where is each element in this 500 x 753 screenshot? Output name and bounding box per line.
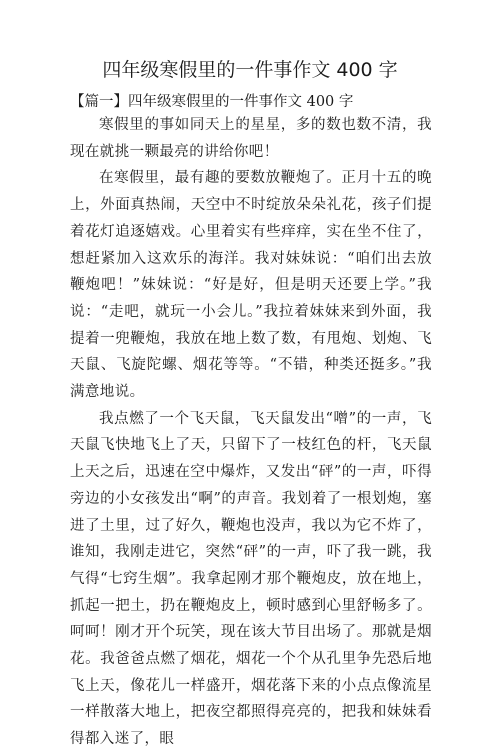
article-body [70, 112, 432, 753]
section-heading: 【篇一】四年级寒假里的一件事作文 400 字 [70, 94, 354, 110]
document-title: 四年级寒假里的一件事作文 400 字 [102, 59, 398, 81]
paragraph-fireworks: 我点燃了一个飞天鼠，飞天鼠发出“噌”的一声，飞天鼠飞快地飞上了天，只留下了一枝红色的杆，飞天鼠上天之后，迅速在空中爆炸，又发出“砰”的一声，吓得旁边的小女孩发出“啊”的声音。我划着了一根划炮，塞进了土里，过了好久，鞭炮也没声，我以为它不炸了，谁知，我刚走进它，突然“砰”的一声，吓了我一跳，我气得“七窍生烟”。我拿起刚才那个鞭炮皮，放在地上，抓起一把土，扔在鞭炮皮上，顿时感到心里舒畅多了。呵呵！刚才开个玩笑，现在该大节目出场了。那就是烟花。我爸爸点燃了烟花，烟花一个个从孔里争先恐后地飞上天，像花儿一样盛开，烟花落下来的小点点像流星一样散落大地上，把夜空都照得亮亮的，把我和妹妹看得都入迷了，眼 [70, 410, 432, 748]
paragraph-intro: 寒假里的事如同天上的星星，多的数也数不清，我现在就挑一颗最亮的讲给你吧！ [70, 117, 432, 160]
paragraph-firecrackers: 在寒假里，最有趣的要数放鞭炮了。正月十五的晚上，外面真热闹，天空中不时绽放朵朵礼花，孩子们提着花灯追逐嬉戏。心里着实有些痒痒，实在坐不住了，想赶紧加入这欢乐的海洋。我对妹妹说：“咱们出去放鞭炮吧！”妹妹说：“好是好，但是明天还要上学。”我说：“走吧，就玩一小会儿。”我拉着妹妹来到外面，我提着一兜鞭炮，我放在地上数了数，有甩炮、划炮、飞天鼠、飞旋陀螺、烟花等等。“不错，种类还挺多。”我满意地说。 [70, 170, 432, 401]
